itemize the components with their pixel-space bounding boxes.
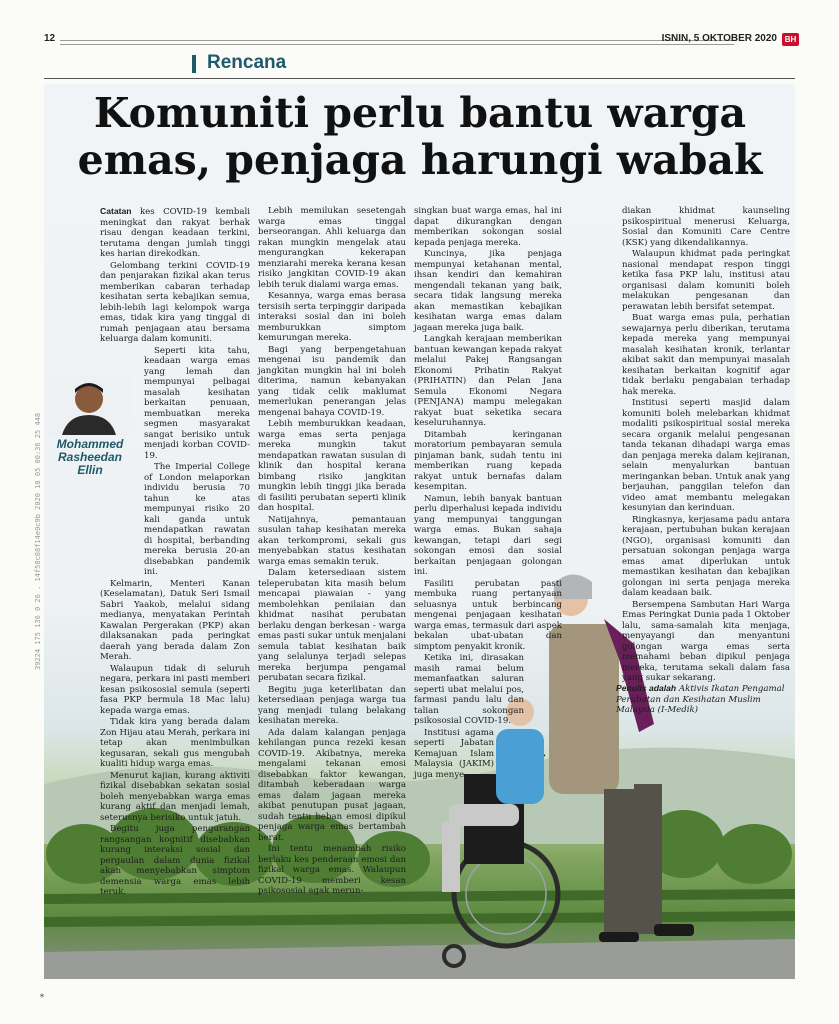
paragraph xyxy=(100,206,250,260)
lead-word: Catatan xyxy=(100,206,132,216)
paragraph: Namun, lebih banyak bantuan perlu diperhalusi kepada individu yang mempunyai tanggungan warga emas. Bukan sahaja kewangan, tetapi dari segi sokongan emosi dan sosial berkaitan penjagaan golongan ini. xyxy=(414,493,562,577)
headline-line-2: emas, penjaga harungi wabak xyxy=(77,136,763,184)
paragraph: Ditambah keringanan moratorium pembayaran semula pinjaman bank, sudah tentu ini memberikan ruang kepada rakyat untuk bernafas dalam kesempitan. xyxy=(414,429,562,492)
paragraph: Ketika ini, dirasakan masih ramai belum memanfaatkan saluran seperti ubat melalui pos, farmasi pandu lalu dan talian sokongan psikososial COVID-19. xyxy=(414,653,524,726)
brand-logo: BH xyxy=(782,33,799,46)
paragraph: Lebih memburukkan keadaan, warga emas serta penjaga mereka mungkin takut mendapatkan rawatan susulan di klinik dan hospital kerana bimbang risiko jangkitan mungkin lebih tinggi jika berada di fasiliti perubatan seperti klinik dan hospital. xyxy=(258,419,406,513)
paragraph: Institusi agama seperti Jabatan Kemajuan Islam Malaysia (JAKIM) juga menye- xyxy=(414,727,494,780)
paragraph: Bersempena Sambutan Hari Warga Emas Peringkat Dunia pada 1 Oktober lalu, sama-samalah kita menjaga, menyayangi dan menyantuni golongan warga emas serta memahami beban dipikul penjaga mereka, terutama sekali dalam fasa yang sukar sekarang. xyxy=(622,599,790,683)
writer-label: Penulis adalah xyxy=(616,683,677,693)
print-code: 39224 175 136 0 26 . 14f58c88f14e0c9b 2020 10 05 00:36 25 448 xyxy=(34,412,42,670)
paragraph: Bagi yang berpengetahuan mengenai isu pandemik dan jangkitan mungkin hal ini boleh diterima, namun kebanyakan yang tidak celik maklumat memerlukan penerangan jelas mengenai bahaya COVID-19. xyxy=(258,344,406,418)
page-marker: * xyxy=(40,993,44,1002)
paragraph-text: kes COVID-19 kembali meningkat dan rakyat berhak risau dengan keadaan terkini, terutama dengan jumlah tinggi kes harian direkodkan. xyxy=(100,207,250,259)
paragraph: Walaupun tidak di seluruh negara, perkara ini pasti memberi kesan psikososial semula (seperti fasa PKP bermula 18 Mac lalu) kepada warga emas. xyxy=(100,663,250,716)
article-column-2 xyxy=(258,206,406,898)
paragraph: Menurut kajian, kurang aktiviti fizikal disebabkan sekatan sosial boleh menyebabkan warga emas kurang aktif dan menjadi lemah, seterusnya berisiko untuk jatuh. xyxy=(100,770,250,823)
issue-date: ISNIN, 5 OKTOBER 2020 xyxy=(661,33,777,44)
paragraph: Dalam ketersediaan sistem teleperubatan kita masih belum mencapai piawaian - yang membolehkan penilaian dan khidmat nasihat perubatan berlaku dengan berkesan - warga emas pasti sukar untuk menjalani semula tabiat kesihatan baik yang selalunya terjadi selepas mereka berjumpa pengamal perubatan secara fizikal. xyxy=(258,568,406,683)
paragraph: Walaupun khidmat pada peringkat nasional mendapat respon tinggi ketika fasa PKP lalu, institusi atau organisasi dalam komuniti boleh melakukan pengesanan dan perawatan lebih bersifat setempat. xyxy=(622,249,790,312)
gravel-path xyxy=(44,939,795,979)
page-number: 12 xyxy=(44,33,56,44)
section-marker xyxy=(192,55,196,73)
paragraph: Kelmarin, Menteri Kanan (Keselamatan), Datuk Seri Ismail Sabri Yaakob, melalui sidang medianya, menyatakan Perintah Kawalan Pergerakan (PKP) akan dilaksanakan pada peringkat daerah yang berada dalam Zon Merah. xyxy=(100,578,250,662)
paragraph: Buat warga emas pula, perhatian sewajarnya perlu diberikan, terutama kepada mereka yang mempunyai masalah kesihatan kronik, terlantar akibat sakit dan mempunyai masalah kesihatan berkaitan kognitif agar tidak berlaku pengabaian terhadap hak mereka. xyxy=(622,313,790,397)
paragraph: Ini tentu menambah risiko berlaku kes penderaan emosi dan fizikal warga emas. Walaupun COVID-19 memberi kesan psikososial agak merun- xyxy=(258,844,406,896)
paragraph: Gelombang terkini COVID-19 dan penjarakan fizikal akan terus memberikan cabaran terhadap kesihatan serta kebajikan semua, lebih-lebih lagi kelompok warga emas, tidak kira yang tinggal di rumah penjagaan atau bersama keluarga dalam komuniti. xyxy=(100,260,250,344)
paragraph: diakan khidmat kaunseling psikospiritual menerusi Keluarga, Sosial dan Komuniti Care Centre (KSK) yang dikendalikannya. xyxy=(622,206,790,248)
section-title: Rencana xyxy=(207,52,287,73)
paragraph: Fasiliti perubatan pasti membuka ruang pertanyaan seluasnya untuk berbincang mengenai penjagaan kesihatan warga emas, termasuk dari aspek bekalan ubat-ubatan dan simptom penyakit kronik. xyxy=(414,578,562,652)
paragraph: Tidak kira yang berada dalam Zon Hijau atau Merah, perkara ini tetap akan menimbulkan kegusaran, sekali gus mengubah kualiti hidup warga emas. xyxy=(100,717,250,769)
section-rule xyxy=(44,78,795,79)
writer-bio: Aktivis Ikatan Pengamal Perubatan dan Kesihatan Muslim Malaysia (I-Medik) xyxy=(616,684,785,715)
paragraph: Begitu juga keterlibatan dan ketersediaan penjaga warga tua yang menjadi tulang belakang kesihatan mereka. xyxy=(258,684,406,726)
author-portrait xyxy=(48,375,130,435)
paragraph: Kuncinya, jika penjaga mempunyai ketahanan mental, ihsan kendiri dan kemahiran mengendali tekanan yang baik, secara tidak langsung mereka akan memastikan kebajikan kesihatan warga emas dalam jagaan mereka juga baik. xyxy=(414,249,562,333)
paragraph: Begitu juga pengurangan rangsangan kognitif disebabkan kurang interaksi sosial dan pergaulan dalam dunia fizikal akan menyebabkan simptom demensia warga emas lebih teruk. xyxy=(100,824,250,897)
paragraph: singkan buat warga emas, hal ini dapat dikurangkan dengan memberikan sokongan sosial kepada penjaga mereka. xyxy=(414,206,562,248)
headline-line-1: Komuniti perlu bantu warga xyxy=(93,89,747,137)
article-column-4 xyxy=(622,206,790,685)
paragraph: Institusi seperti masjid dalam komuniti boleh melebarkan khidmat modaliti psikospiritual sosial mereka secara organik melalui pengesanan tanda tekanan dihadapi warga emas dan penjaga mereka dalam kejiranan, selain menyalurkan bantuan meringankan beban. Untuk anak yang berjauhan, panggilan telefon dan video amat membantu melegakan kesunyian dan kerinduan. xyxy=(622,398,790,513)
paragraph: Natijahnya, pemantauan susulan tahap kesihatan mereka akan terkompromi, sekali gus menyebabkan status kesihatan warga emas semakin teruk. xyxy=(258,514,406,567)
paragraph: Seperti kita tahu, keadaan warga emas yang lemah dan mempunyai pelbagai masalah kesihatan berkaitan penuaan, membuatkan mereka segmen masyarakat sangat berisiko untuk menjadi korban COVID-19. xyxy=(144,345,250,461)
paragraph: Kesannya, warga emas berasa tersisih serta terpinggir daripada interaksi sosial dan ini boleh memburukkan simptom kemurungan mereka. xyxy=(258,291,406,343)
paragraph: Langkah kerajaan memberikan bantuan kewangan kepada rakyat melalui Pakej Rangsangan Ekonomi Prihatin Rakyat (PRIHATIN) dan Pelan Jana Semula Ekonomi Negara (PENJANA) mampu melegakan rakyat buat seketika secara keseluruhannya. xyxy=(414,334,562,428)
header-rule xyxy=(60,40,734,45)
article-column-1 xyxy=(100,206,250,899)
author-photo xyxy=(48,375,130,435)
paragraph: Ringkasnya, kerjasama padu antara kerajaan, pertubuhan bukan kerajaan (NGO), organisasi komuniti dan persatuan sokongan penjaga warga emas amat diperlukan untuk memastikan kesihatan dan kebajikan golongan ini serta penjaga mereka dalam keadaan baik. xyxy=(622,514,790,598)
paragraph: Ada dalam kalangan penjaga kehilangan punca rezeki kesan COVID-19. Akibatnya, mereka mengalami tekanan emosi disebabkan faktor kewangan, ditambah keberadaan warga emas dalam jagaan mereka akibat penutupan pusat jagaan, sudah tentu beban emosi dipikul penjaga warga emas bertambah berat. xyxy=(258,727,406,843)
article-column-3 xyxy=(414,206,562,781)
headline xyxy=(60,90,780,184)
writer-credit xyxy=(616,683,791,716)
author-name: Mohammed Rasheedan Ellin xyxy=(56,437,124,477)
paragraph: Lebih memilukan sesetengah warga emas tinggal berseorangan. Ahli keluarga dan rakan mungkin mengelak atau mengurangkan kekerapan menziarahi mereka kerana kesan risiko jangkitan COVID-19 akan lebih teruk dialami warga emas. xyxy=(258,206,406,290)
paragraph: The Imperial College of London melaporkan individu berusia 70 tahun ke atas mempunyai risiko 20 kali ganda untuk mendapatkan rawatan di hospital, berbanding mereka berusia 20-an disebabkan pandemik ini. xyxy=(144,462,250,577)
